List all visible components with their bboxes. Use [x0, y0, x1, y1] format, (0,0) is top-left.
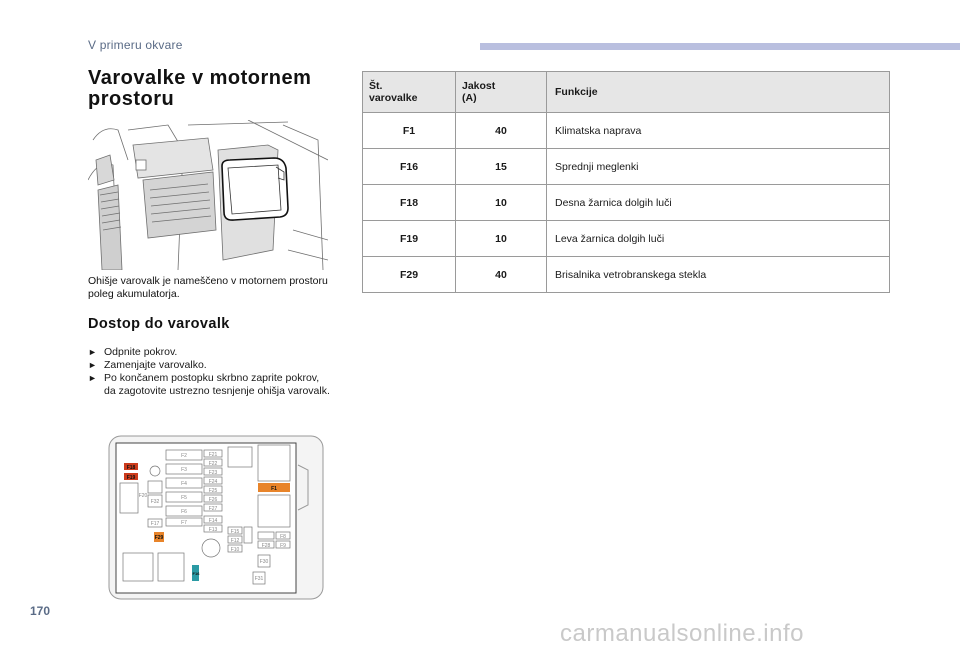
fuse-label: F28	[261, 543, 271, 549]
fuse-label: F6	[181, 509, 187, 515]
fuse-label: F15	[230, 529, 240, 535]
table-row	[363, 221, 890, 257]
cell-amperage: 15	[456, 149, 547, 185]
fuse-label: F23	[208, 470, 218, 476]
fuse-label: F31	[254, 576, 264, 582]
fuse-box-diagram	[108, 435, 324, 600]
page-number: 170	[30, 604, 51, 618]
fuse-label: F26	[208, 497, 218, 503]
table-row	[363, 257, 890, 293]
fuse-label: F24	[208, 479, 218, 485]
fuse-f29-label: F29	[154, 535, 164, 541]
table-row	[363, 113, 890, 149]
fuse-label: F13	[208, 527, 218, 533]
bullet-icon: ►	[88, 360, 97, 370]
fuse-label: F22	[208, 461, 218, 467]
header-amperage: Jakost (A)	[456, 72, 547, 113]
access-heading: Dostop do varovalk	[88, 316, 230, 332]
fuse-label: F3	[181, 467, 187, 473]
fuse-label: F14	[208, 518, 218, 524]
access-steps-list	[88, 346, 333, 398]
fuse-label: F4	[181, 481, 187, 487]
fuse-box-location-text: Ohišje varovalk je nameščeno v motornem prostoru poleg akumulatorja.	[88, 275, 328, 300]
cell-function: Klimatska naprava	[547, 113, 890, 149]
page-title-line2: prostoru	[88, 88, 175, 110]
fuse-label: F7	[181, 520, 187, 526]
header-section-title: V primeru okvare	[88, 38, 183, 52]
cell-fuse-number: F18	[363, 185, 456, 221]
step-text: Odpnite pokrov.	[104, 346, 178, 358]
cell-function: Desna žarnica dolgih luči	[547, 185, 890, 221]
list-item	[88, 359, 333, 372]
list-item	[88, 372, 333, 398]
fuse-f16-label: F16	[192, 571, 200, 576]
bullet-icon: ►	[88, 373, 97, 383]
fuse-table	[362, 71, 890, 293]
header-fuse-number: Št. varovalke	[363, 72, 456, 113]
page-title-line1: Varovalke v motornem	[88, 67, 312, 89]
cell-amperage: 40	[456, 113, 547, 149]
fuse-f18-label: F18	[126, 465, 136, 471]
cell-fuse-number: F19	[363, 221, 456, 257]
list-item	[88, 346, 333, 359]
cell-amperage: 40	[456, 257, 547, 293]
fuse-label: F10	[230, 547, 240, 553]
cell-fuse-number: F29	[363, 257, 456, 293]
fuse-label: F5	[181, 495, 187, 501]
fuse-label: F25	[208, 488, 218, 494]
fuse-label: F2	[181, 453, 187, 459]
header-function: Funkcije	[547, 72, 890, 113]
cell-function: Brisalnika vetrobranskega stekla	[547, 257, 890, 293]
fuse-label: F20	[138, 493, 148, 499]
fuse-f19-label: F19	[126, 475, 136, 481]
fuse-label: F8	[280, 534, 286, 540]
table-row	[363, 149, 890, 185]
cell-function: Sprednji meglenki	[547, 149, 890, 185]
table-header-row	[363, 72, 890, 113]
fuse-label: F32	[150, 499, 160, 505]
step-text: Zamenjajte varovalko.	[104, 359, 207, 371]
cell-fuse-number: F1	[363, 113, 456, 149]
fuse-label: F9	[280, 543, 286, 549]
fuse-label: F17	[150, 521, 160, 527]
cell-fuse-number: F16	[363, 149, 456, 185]
table-row	[363, 185, 890, 221]
fuse-label: F30	[259, 559, 269, 565]
watermark-text[interactable]: carmanualsonline.info	[560, 620, 804, 647]
fuse-f1-label: F1	[271, 486, 277, 492]
fuse-label: F27	[208, 506, 218, 512]
cell-amperage: 10	[456, 221, 547, 257]
bullet-icon: ►	[88, 347, 97, 357]
cell-function: Leva žarnica dolgih luči	[547, 221, 890, 257]
fuse-label: F12	[230, 538, 240, 544]
page-title	[88, 68, 311, 110]
header-accent-bar	[480, 43, 960, 50]
engine-compartment-illustration	[88, 120, 328, 270]
cell-amperage: 10	[456, 185, 547, 221]
fuse-label: F21	[208, 452, 218, 458]
step-text: Po končanem postopku skrbno zaprite pokrov, da zagotovite ustrezno tesnjenje ohišja varovalk.	[104, 372, 330, 397]
